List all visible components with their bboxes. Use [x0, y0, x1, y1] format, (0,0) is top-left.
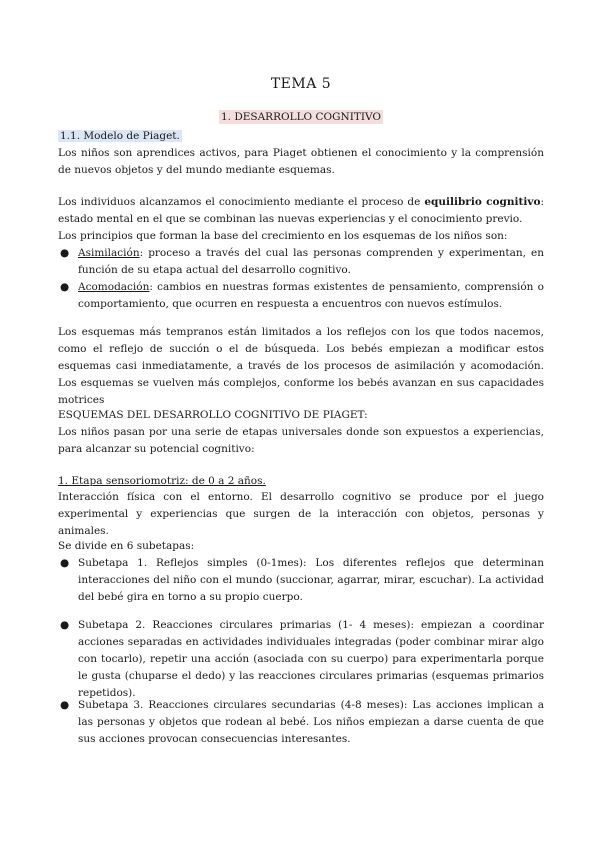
- subetapa-2-text: Subetapa 2. Reacciones circulares primarias (1- 4 meses): empiezan a coordinar acciones separadas en actividades individuales integradas (poder combinar mirar algo con tocarlo), repetir una acción (asociada con su cuerpo) para experimentarla porque le gusta (chuparse el dedo) y las reacciones circulares primarias (esquemas primarios repetidos).: [78, 619, 544, 699]
- section-heading-text: 1. DESARROLLO COGNITIVO: [220, 111, 382, 123]
- equilibrium-term: equilibrio cognitivo: [424, 196, 541, 208]
- bullet-dot: ●: [60, 281, 70, 293]
- paragraph-stage-1: Interacción física con el entorno. El desarrollo cognitivo se produce por el juego experimental y experiencias que surgen de la interacción con objetos, personas y animales.: [58, 491, 544, 537]
- stage-1-heading: 1. Etapa sensoriomotriz: de 0 a 2 años.: [58, 475, 266, 487]
- subsection-heading: [58, 128, 182, 145]
- p2-end: : estado mental en el que se combinan las nuevas experiencias y el conocimiento previo.: [58, 196, 544, 225]
- asimilacion-text: : proceso a través del cual las personas comprenden y experimentan, en función de su etapa actual del desarrollo cognitivo.: [78, 247, 544, 276]
- paragraph-intro: Los niños son aprendices activos, para Piaget obtienen el conocimiento y la comprensión de nuevos objetos y del mundo mediante esquemas.: [58, 147, 544, 176]
- section-heading: [58, 111, 544, 123]
- bullet-dot: ●: [60, 247, 70, 259]
- bullet-acomodacion: [58, 279, 544, 313]
- subetapa-1-text: Subetapa 1. Reflejos simples (0-1mes): Los diferentes reflejos que determinan interacciones del niño con el mundo (succionar, agarrar, mirar, escuchar). La actividad del bebé gira en torno a su propio cuerpo.: [78, 557, 544, 603]
- paragraph-principles: Los principios que forman la base del crecimiento en los esquemas de los niños son:: [58, 230, 508, 242]
- bullet-subetapa-2: [58, 617, 544, 699]
- piaget-stages-heading: ESQUEMAS DEL DESARROLLO COGNITIVO DE PIAGET:: [58, 409, 368, 421]
- bullet-subetapa-1: [58, 555, 544, 606]
- p2-start: Los individuos alcanzamos el conocimiento mediante el proceso de: [58, 196, 425, 208]
- bullet-dot: ●: [60, 557, 70, 569]
- page-title: TEMA 5: [270, 76, 332, 92]
- acomodacion-term: Acomodación: [78, 281, 150, 293]
- paragraph-equilibrium: [58, 194, 544, 228]
- acomodacion-text: : cambios en nuestras formas existentes de pensamiento, comprensión o comportamiento, que ocurren en respuesta a encuentros con nuevos estímulos.: [78, 281, 544, 310]
- bullet-dot: ●: [60, 619, 70, 631]
- paragraph-substages-intro: Se divide en 6 subetapas:: [58, 540, 195, 552]
- subsection-heading-text: 1.1. Modelo de Piaget.: [60, 130, 180, 142]
- subetapa-3-text: Subetapa 3. Reacciones circulares secundarias (4-8 meses): Las acciones implican a las personas y objetos que rodean al bebé. Los niños empiezan a darse cuenta de que sus acciones provocan consecuencias interesantes.: [78, 699, 544, 745]
- paragraph-stages-intro: Los niños pasan por una serie de etapas universales donde son expuestos a experiencias, para alcanzar su potencial cognitivo:: [58, 426, 544, 455]
- paragraph-schemas: Los esquemas más tempranos están limitados a los reflejos con los que todos nacemos, como el reflejo de succión o el de búsqueda. Los bebés empiezan a modificar estos esquemas casi inmediatamente, a través de los procesos de asimilación y acomodación. Los esquemas se vuelven más complejos, conforme los bebés avanzan en sus capacidades motrices: [58, 326, 544, 406]
- bullet-asimilacion: [58, 245, 544, 279]
- bullet-subetapa-3: [58, 697, 544, 748]
- bullet-dot: ●: [60, 699, 70, 711]
- asimilacion-term: Asimilación: [78, 247, 140, 259]
